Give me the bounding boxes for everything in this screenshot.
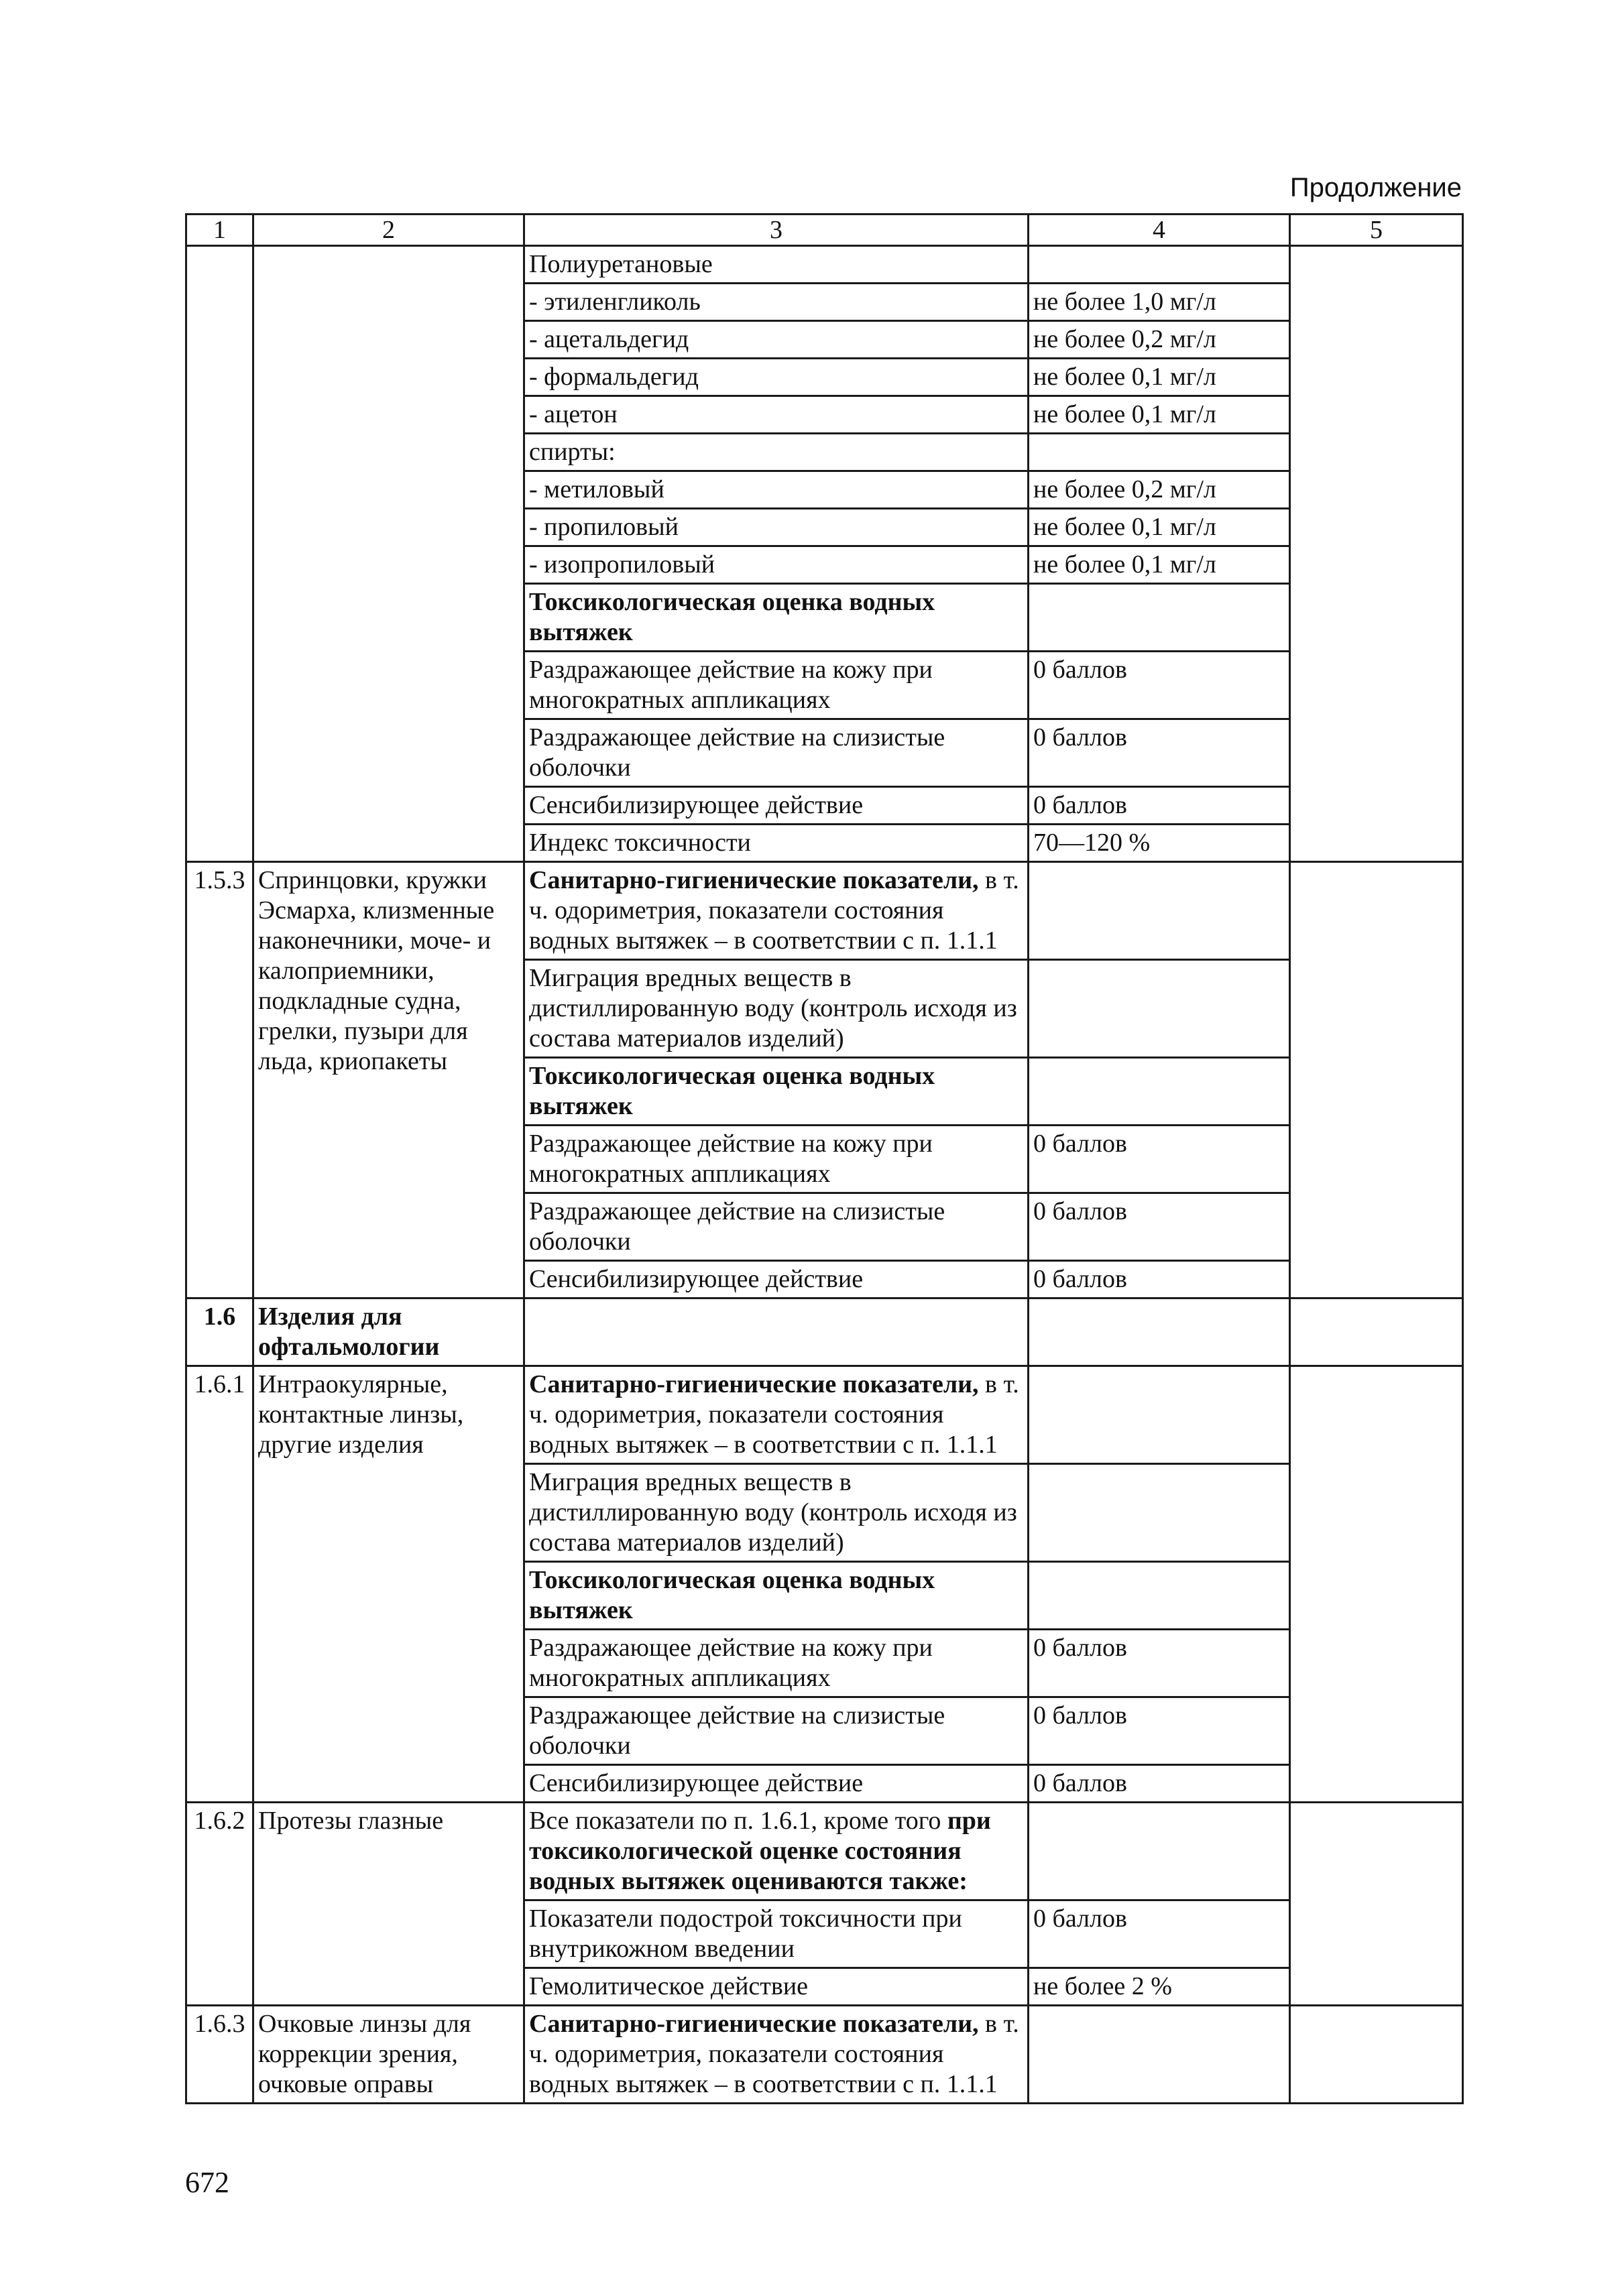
indicator-text: Раздражающее действие на кожу при многократных аппликациях <box>529 1130 933 1188</box>
continued-label: Продолжение <box>1289 173 1462 202</box>
item-number-cell <box>186 2006 253 2104</box>
indicator-cell <box>524 1803 1029 1900</box>
norm-value-cell <box>1029 321 1290 359</box>
indicator-cell <box>524 1900 1029 1968</box>
indicator-cell <box>524 471 1029 509</box>
indicator-cell <box>524 1765 1029 1803</box>
table-row <box>186 2006 1463 2104</box>
product-name: Протезы глазные <box>258 1807 444 1835</box>
norm-value-cell <box>1029 825 1290 862</box>
norm-value: 0 баллов <box>1033 1769 1127 1797</box>
indicator-text: Показатели подострой токсичности при внутрикожном введении <box>529 1905 962 1963</box>
indicator-text: Миграция вредных веществ в дистиллированную воду (контроль исходя из состава материалов изделий) <box>529 1468 1017 1557</box>
indicator-text: - формальдегид <box>529 363 699 391</box>
item-number-cell <box>186 1366 253 1803</box>
indicator-cell <box>524 1058 1029 1126</box>
indicator-cell <box>524 2006 1029 2104</box>
indicator-cell <box>524 652 1029 719</box>
indicator-heading: Токсикологическая оценка водных вытяжек <box>529 1566 935 1624</box>
column-header: 5 <box>1290 215 1463 246</box>
indicator-heading: при токсикологической оценке состояния водных вытяжек оцениваются также: <box>529 1807 991 1895</box>
norm-value-cell <box>1029 862 1290 960</box>
norm-value: 0 баллов <box>1033 1701 1127 1730</box>
norm-value: не более 0,1 мг/л <box>1033 400 1216 428</box>
indicator-cell <box>524 246 1029 284</box>
norm-value-cell <box>1029 471 1290 509</box>
norm-value: не более 0,2 мг/л <box>1033 325 1216 353</box>
norm-value: не более 0,1 мг/л <box>1033 550 1216 579</box>
indicator-cell <box>524 1968 1029 2006</box>
indicator-text: в т. ч. одориметрия, показатели состояния водных вытяжек – в соответствии с п. 1.1.1 <box>529 1370 1019 1459</box>
product-name-cell <box>253 1803 524 2006</box>
indicator-text: Раздражающее действие на слизистые оболочки <box>529 723 945 782</box>
note-cell <box>1290 1366 1463 1803</box>
norm-value-cell <box>1029 1630 1290 1697</box>
indicator-heading: Санитарно-гигиенические показатели, <box>529 1370 979 1398</box>
norm-value-cell <box>1029 1464 1290 1562</box>
norm-value-cell <box>1029 1803 1290 1900</box>
norm-value: 0 баллов <box>1033 1197 1127 1225</box>
column-header: 3 <box>524 215 1029 246</box>
indicator-text: Миграция вредных веществ в дистиллированную воду (контроль исходя из состава материалов изделий) <box>529 964 1017 1052</box>
norm-value-cell <box>1029 1765 1290 1803</box>
item-number: 1.6.3 <box>194 2010 245 2038</box>
norm-value: не более 0,1 мг/л <box>1033 363 1216 391</box>
indicator-cell <box>524 1562 1029 1630</box>
item-number: 1.6.2 <box>194 1807 245 1835</box>
indicator-cell <box>524 1126 1029 1193</box>
indicator-text: Индекс токсичности <box>529 829 751 857</box>
norm-value: не более 1,0 мг/л <box>1033 288 1216 316</box>
item-number-cell <box>186 1298 253 1366</box>
product-name: Интраокулярные, контактные линзы, другие изделия <box>258 1370 464 1459</box>
norm-value-cell <box>1029 396 1290 434</box>
note-cell <box>1290 2006 1463 2104</box>
indicator-cell <box>524 509 1029 546</box>
indicator-cell <box>524 584 1029 652</box>
item-number-cell <box>186 246 253 862</box>
column-header: 2 <box>253 215 524 246</box>
indicator-text: спирты: <box>529 438 616 466</box>
indicator-cell <box>524 1697 1029 1765</box>
indicator-heading: Санитарно-гигиенические показатели, <box>529 866 979 894</box>
requirements-table <box>185 213 1464 2104</box>
indicator-text: Раздражающее действие на слизистые оболочки <box>529 1701 945 1760</box>
indicator-text: - пропиловый <box>529 513 679 541</box>
norm-value-cell <box>1029 1126 1290 1193</box>
indicator-cell <box>524 359 1029 396</box>
indicator-text: - этиленгликоль <box>529 288 701 316</box>
indicator-heading: Токсикологическая оценка водных вытяжек <box>529 1062 935 1120</box>
norm-value: не более 0,2 мг/л <box>1033 475 1216 503</box>
table-row <box>186 862 1463 960</box>
indicator-text: - метиловый <box>529 475 664 503</box>
indicator-heading: Токсикологическая оценка водных вытяжек <box>529 588 935 646</box>
note-cell <box>1290 862 1463 1298</box>
indicator-cell <box>524 396 1029 434</box>
product-name: Очковые линзы для коррекции зрения, очковые оправы <box>258 2010 471 2098</box>
indicator-cell <box>524 1630 1029 1697</box>
indicator-cell <box>524 321 1029 359</box>
norm-value: не более 0,1 мг/л <box>1033 513 1216 541</box>
indicator-cell <box>524 434 1029 471</box>
norm-value: 0 баллов <box>1033 1130 1127 1158</box>
norm-value-cell <box>1029 1298 1290 1366</box>
norm-value-cell <box>1029 359 1290 396</box>
product-name-cell <box>253 862 524 1298</box>
column-header-row <box>186 215 1463 246</box>
indicator-text: Все показатели по п. 1.6.1, кроме того <box>529 1807 947 1835</box>
product-name-cell <box>253 1366 524 1803</box>
indicator-text: Гемолитическое действие <box>529 1972 809 2000</box>
norm-value-cell <box>1029 2006 1290 2104</box>
indicator-text: Раздражающее действие на кожу при многократных аппликациях <box>529 1634 933 1692</box>
norm-value-cell <box>1029 284 1290 321</box>
norm-value: 0 баллов <box>1033 723 1127 751</box>
indicator-text: Раздражающее действие на слизистые оболочки <box>529 1197 945 1256</box>
norm-value-cell <box>1029 1058 1290 1126</box>
item-number-cell <box>186 862 253 1298</box>
indicator-cell <box>524 960 1029 1058</box>
product-name: Спринцовки, кружки Эсмарха, клизменные наконечники, моче- и калоприемники, подкладные судна, грелки, пузыри для льда, криопакеты <box>258 866 495 1075</box>
note-cell <box>1290 1803 1463 2006</box>
table-row <box>186 1366 1463 1464</box>
indicator-text: Сенсибилизирующее действие <box>529 1265 864 1293</box>
indicator-text: - ацетальдегид <box>529 325 689 353</box>
table-row <box>186 246 1463 284</box>
indicator-text: Полиуретановые <box>529 250 713 278</box>
indicator-cell <box>524 862 1029 960</box>
norm-value-cell <box>1029 1562 1290 1630</box>
indicator-cell <box>524 1366 1029 1464</box>
norm-value-cell <box>1029 960 1290 1058</box>
item-number: 1.6 <box>203 1303 236 1331</box>
norm-value-cell <box>1029 546 1290 584</box>
indicator-cell <box>524 1261 1029 1298</box>
norm-value-cell <box>1029 509 1290 546</box>
indicator-cell <box>524 1298 1029 1366</box>
item-number: 1.6.1 <box>194 1370 245 1398</box>
indicator-text: - изопропиловый <box>529 550 715 579</box>
indicator-cell <box>524 719 1029 787</box>
indicator-cell <box>524 825 1029 862</box>
indicator-text: Сенсибилизирующее действие <box>529 1769 864 1797</box>
indicator-cell <box>524 787 1029 825</box>
indicator-cell <box>524 284 1029 321</box>
norm-value-cell <box>1029 434 1290 471</box>
table-row <box>186 1298 1463 1366</box>
norm-value: 0 баллов <box>1033 1905 1127 1933</box>
indicator-heading: Санитарно-гигиенические показатели, <box>529 2010 979 2038</box>
norm-value-cell <box>1029 1193 1290 1261</box>
norm-value-cell <box>1029 1261 1290 1298</box>
norm-value-cell <box>1029 787 1290 825</box>
norm-value: 70—120 % <box>1033 829 1151 857</box>
product-name-cell <box>253 1298 524 1366</box>
norm-value-cell <box>1029 246 1290 284</box>
indicator-cell <box>524 546 1029 584</box>
norm-value-cell <box>1029 1366 1290 1464</box>
indicator-text: Раздражающее действие на кожу при многократных аппликациях <box>529 656 933 714</box>
note-cell <box>1290 246 1463 862</box>
note-cell <box>1290 1298 1463 1366</box>
norm-value-cell <box>1029 1697 1290 1765</box>
norm-value-cell <box>1029 652 1290 719</box>
norm-value-cell <box>1029 1968 1290 2006</box>
norm-value: 0 баллов <box>1033 656 1127 684</box>
product-name-cell <box>253 2006 524 2104</box>
product-name: Изделия для офтальмологии <box>258 1303 440 1361</box>
indicator-text: - ацетон <box>529 400 618 428</box>
norm-value: 0 баллов <box>1033 1265 1127 1293</box>
norm-value-cell <box>1029 719 1290 787</box>
indicator-text: в т. ч. одориметрия, показатели состояния водных вытяжек – в соответствии с п. 1.1.1 <box>529 866 1019 955</box>
norm-value: 0 баллов <box>1033 1634 1127 1662</box>
column-header: 1 <box>186 215 253 246</box>
norm-value: 0 баллов <box>1033 791 1127 819</box>
indicator-text: Сенсибилизирующее действие <box>529 791 864 819</box>
page-number: 672 <box>185 2166 229 2199</box>
indicator-text: в т. ч. одориметрия, показатели состояния водных вытяжек – в соответствии с п. 1.1.1 <box>529 2010 1019 2098</box>
norm-value: не более 2 % <box>1033 1972 1172 2000</box>
norm-value-cell <box>1029 1900 1290 1968</box>
indicator-cell <box>524 1193 1029 1261</box>
product-name-cell <box>253 246 524 862</box>
column-header: 4 <box>1029 215 1290 246</box>
indicator-cell <box>524 1464 1029 1562</box>
norm-value-cell <box>1029 584 1290 652</box>
item-number: 1.5.3 <box>194 866 245 894</box>
item-number-cell <box>186 1803 253 2006</box>
table-row <box>186 1803 1463 1900</box>
